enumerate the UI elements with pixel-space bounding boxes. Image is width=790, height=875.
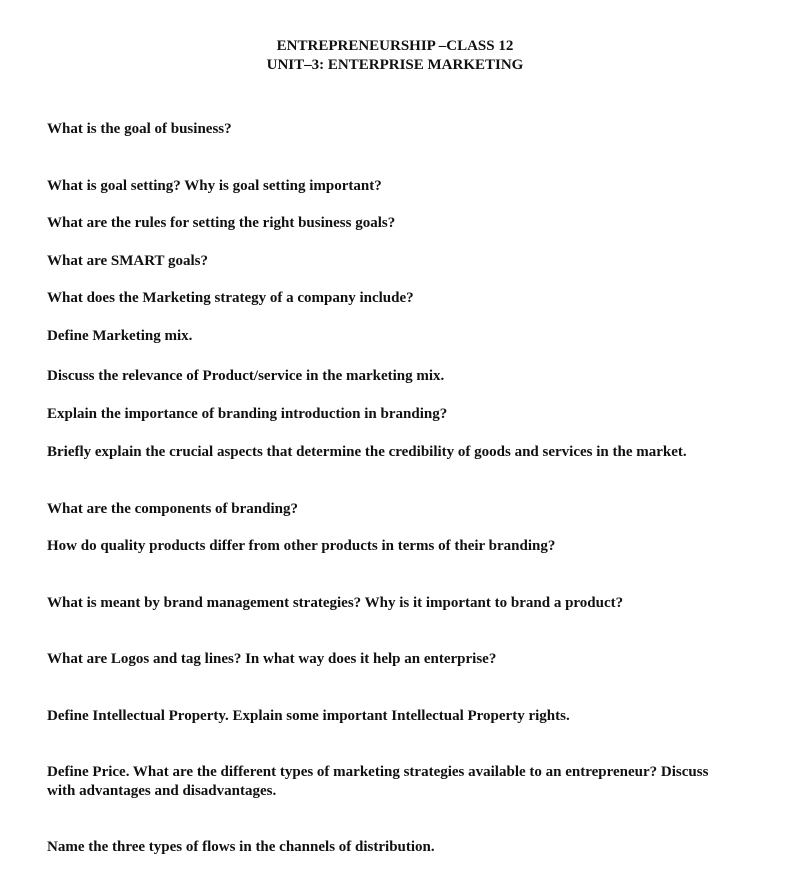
question-12: What is meant by brand management strategies? Why is it important to brand a product? bbox=[47, 595, 624, 611]
question-2: What is goal setting? Why is goal setting important? bbox=[47, 178, 382, 194]
question-9: Briefly explain the crucial aspects that determine the credibility of goods and services in the market. bbox=[47, 444, 687, 460]
document-title: ENTREPRENEURSHIP –CLASS 12 bbox=[276, 38, 514, 54]
question-6: Define Marketing mix. bbox=[47, 328, 193, 344]
question-16: Name the three types of flows in the channels of distribution. bbox=[47, 839, 435, 855]
unit-title: UNIT–3: ENTERPRISE MARKETING bbox=[266, 57, 524, 73]
question-10: What are the components of branding? bbox=[47, 501, 298, 517]
question-1: What is the goal of business? bbox=[47, 121, 232, 137]
question-3: What are the rules for setting the right business goals? bbox=[47, 215, 396, 231]
question-8: Explain the importance of branding introduction in branding? bbox=[47, 406, 448, 422]
question-4: What are SMART goals? bbox=[47, 253, 209, 269]
question-14: Define Intellectual Property. Explain some important Intellectual Property rights. bbox=[47, 708, 570, 724]
question-5: What does the Marketing strategy of a company include? bbox=[47, 290, 414, 306]
question-11: How do quality products differ from other products in terms of their branding? bbox=[47, 538, 556, 554]
document-header bbox=[0, 37, 790, 75]
question-7: Discuss the relevance of Product/service in the marketing mix. bbox=[47, 368, 445, 384]
question-15: Define Price. What are the different types of marketing strategies available to an entrepreneur? Discuss with advantages and disadvantages. bbox=[47, 764, 709, 799]
question-13: What are Logos and tag lines? In what way does it help an enterprise? bbox=[47, 651, 497, 667]
